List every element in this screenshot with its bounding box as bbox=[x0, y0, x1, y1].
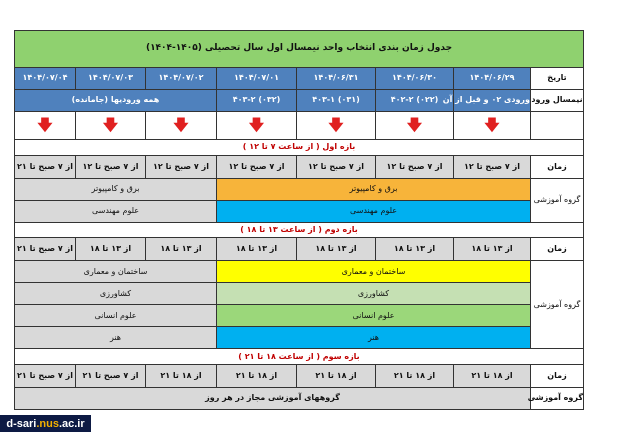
time-cell: از ۱۸ تا ۲۱ bbox=[376, 364, 454, 387]
time-cell: از ۱۸ تا ۲۱ bbox=[217, 364, 297, 387]
label-date: تاریخ bbox=[531, 67, 584, 89]
label-group: گروه آموزشی bbox=[531, 178, 584, 222]
group-cell: برق و کامپیوتر bbox=[217, 178, 531, 200]
entry-cell: (۰۲۲) ۴۰۲-۲ bbox=[376, 89, 454, 111]
group-cell: کشاورزی bbox=[15, 283, 217, 305]
time-cell: از ۱۳ تا ۱۸ bbox=[376, 238, 454, 261]
logo-text-left: d-sari bbox=[6, 417, 37, 430]
arrow-down-icon: 🡇 bbox=[15, 111, 76, 139]
period-heading: بازه سوم ( از ساعت ۱۸ تا ۲۱ ) bbox=[15, 349, 584, 365]
logo-text-right: .ac.ir bbox=[58, 417, 85, 430]
group-cell: علوم انسانی bbox=[15, 305, 217, 327]
group-cell: ساختمان و معماری bbox=[217, 261, 531, 283]
arrow-down-icon: 🡇 bbox=[146, 111, 217, 139]
arrow-down-icon: 🡇 bbox=[454, 111, 531, 139]
time-cell: از ۱۳ تا ۱۸ bbox=[76, 238, 146, 261]
entry-cell: (۰۳۲) ۴۰۳-۲ bbox=[217, 89, 297, 111]
arrow-down-icon: 🡇 bbox=[217, 111, 297, 139]
time-cell: از ۷ صبح تا ۲۱ bbox=[15, 238, 76, 261]
arrow-down-icon: 🡇 bbox=[297, 111, 376, 139]
time-cell: از ۱۳ تا ۱۸ bbox=[146, 238, 217, 261]
group-cell: علوم مهندسی bbox=[217, 200, 531, 222]
time-cell: از ۷ صبح تا ۱۲ bbox=[217, 155, 297, 178]
time-cell: از ۱۳ تا ۱۸ bbox=[454, 238, 531, 261]
group-cell-all: گروههای آموزشی مجاز در هر روز bbox=[15, 387, 531, 409]
table-title: جدول زمان بندی انتخاب واحد نیمسال اول سال تحصیلی (۱۴۰۵-۱۴۰۴) bbox=[15, 31, 584, 68]
group-cell: ساختمان و معماری bbox=[15, 261, 217, 283]
arrow-down-icon: 🡇 bbox=[376, 111, 454, 139]
date-cell: ۱۴۰۴/۰۶/۳۱ bbox=[297, 67, 376, 89]
time-cell: از ۷ صبح تا ۲۱ bbox=[76, 364, 146, 387]
label-group: گروه آموزشی bbox=[531, 387, 584, 409]
date-cell: ۱۴۰۴/۰۷/۰۱ bbox=[217, 67, 297, 89]
date-cell: ۱۴۰۴/۰۷/۰۳ bbox=[76, 67, 146, 89]
group-cell: هنر bbox=[217, 327, 531, 349]
group-cell: برق و کامپیوتر bbox=[15, 178, 217, 200]
period-heading: بازه اول ( از ساعت ۷ تا ۱۲ ) bbox=[15, 139, 584, 155]
time-cell: از ۷ صبح تا ۱۲ bbox=[376, 155, 454, 178]
time-cell: از ۷ صبح تا ۱۲ bbox=[146, 155, 217, 178]
entry-cell: ورودی ۰۲ و قبل از آن bbox=[454, 89, 531, 111]
label-time: زمان bbox=[531, 238, 584, 261]
time-cell: از ۷ صبح تا ۱۲ bbox=[454, 155, 531, 178]
time-cell: از ۱۸ تا ۲۱ bbox=[297, 364, 376, 387]
time-cell: از ۱۳ تا ۱۸ bbox=[217, 238, 297, 261]
date-cell: ۱۴۰۴/۰۶/۳۰ bbox=[376, 67, 454, 89]
group-cell: علوم مهندسی bbox=[15, 200, 217, 222]
period-heading: بازه دوم ( از ساعت ۱۳ تا ۱۸ ) bbox=[15, 222, 584, 238]
label-entry: نیمسال ورود bbox=[531, 89, 584, 111]
group-cell: کشاورزی bbox=[217, 283, 531, 305]
time-cell: از ۷ صبح تا ۱۲ bbox=[76, 155, 146, 178]
time-cell: از ۱۸ تا ۲۱ bbox=[146, 364, 217, 387]
arrow-spacer bbox=[531, 111, 584, 139]
logo-text-mid: .nus bbox=[36, 417, 59, 430]
entry-cell-all: همه ورودیها (جامانده) bbox=[15, 89, 217, 111]
label-time: زمان bbox=[531, 155, 584, 178]
time-cell: از ۷ صبح تا ۱۲ bbox=[297, 155, 376, 178]
date-cell: ۱۴۰۴/۰۶/۲۹ bbox=[454, 67, 531, 89]
group-cell: علوم انسانی bbox=[217, 305, 531, 327]
university-logo[interactable] bbox=[0, 415, 91, 432]
date-cell: ۱۴۰۴/۰۷/۰۴ bbox=[15, 67, 76, 89]
time-cell: از ۱۸ تا ۲۱ bbox=[454, 364, 531, 387]
label-time: زمان bbox=[531, 364, 584, 387]
group-cell: هنر bbox=[15, 327, 217, 349]
label-group: گروه آموزشی bbox=[531, 261, 584, 349]
time-cell: از ۷ صبح تا ۲۱ bbox=[15, 364, 76, 387]
time-cell: از ۷ صبح تا ۲۱ bbox=[15, 155, 76, 178]
date-cell: ۱۴۰۴/۰۷/۰۲ bbox=[146, 67, 217, 89]
arrow-down-icon: 🡇 bbox=[76, 111, 146, 139]
schedule-table bbox=[14, 30, 584, 410]
time-cell: از ۱۳ تا ۱۸ bbox=[297, 238, 376, 261]
entry-cell: (۰۳۱) ۴۰۳-۱ bbox=[297, 89, 376, 111]
